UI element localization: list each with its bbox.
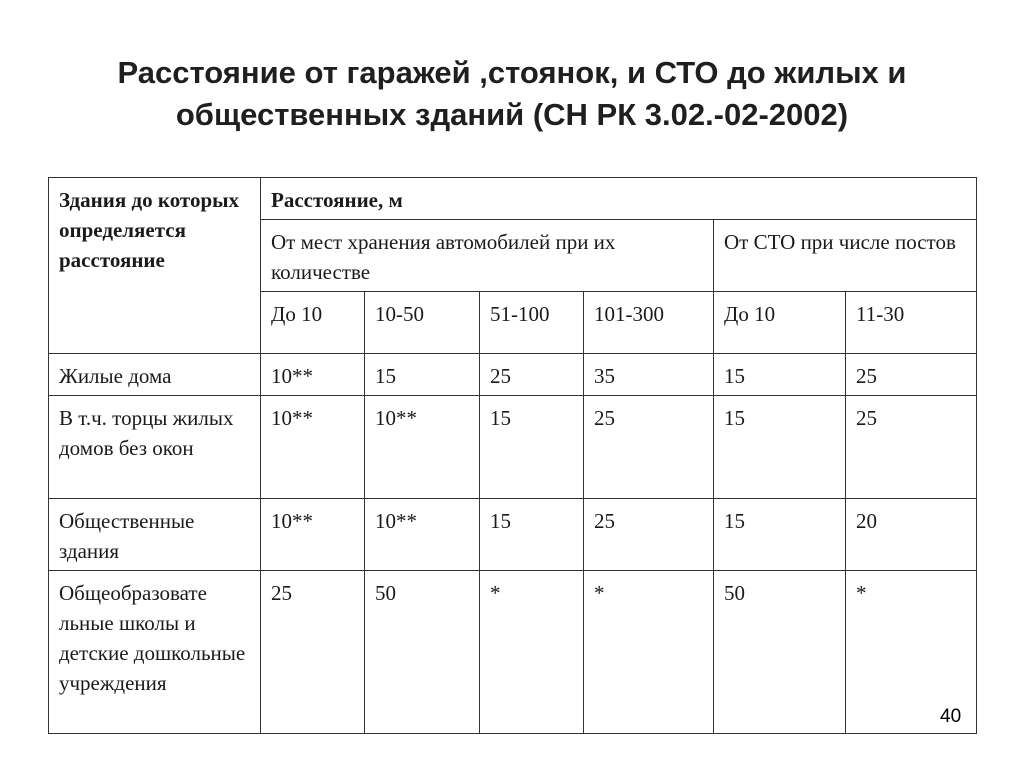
cell-value: 15 (714, 499, 846, 571)
cell-value: * (584, 571, 714, 734)
page-title (0, 52, 1024, 136)
header-range: До 10 (261, 292, 365, 354)
cell-value: 10** (261, 499, 365, 571)
table-row (49, 396, 977, 499)
cell-value: 10** (365, 396, 480, 499)
cell-value: 15 (714, 354, 846, 396)
header-range: 101-300 (584, 292, 714, 354)
header-buildings: Здания до которых определяется расстояние (49, 178, 261, 354)
header-distance: Расстояние, м (261, 178, 977, 220)
cell-value: 10** (365, 499, 480, 571)
cell-value: 20 (846, 499, 977, 571)
header-service: От СТО при числе постов (714, 220, 977, 292)
cell-value: 50 (714, 571, 846, 734)
row-label: В т.ч. торцы жилых домов без окон (49, 396, 261, 499)
cell-value: 10** (261, 354, 365, 396)
header-range: 51-100 (480, 292, 584, 354)
cell-value: 25 (846, 396, 977, 499)
cell-value: * (480, 571, 584, 734)
row-label: Жилые дома (49, 354, 261, 396)
cell-value: 25 (584, 396, 714, 499)
table-row (49, 354, 977, 396)
cell-value: 25 (480, 354, 584, 396)
header-storage: От мест хранения автомобилей при их количестве (261, 220, 714, 292)
cell-value: 25 (846, 354, 977, 396)
cell-value: 35 (584, 354, 714, 396)
cell-value: 15 (480, 396, 584, 499)
cell-value: 50 (365, 571, 480, 734)
cell-value: * (846, 571, 977, 734)
cell-value: 25 (584, 499, 714, 571)
page-title-line-2: общественных зданий (СН РК 3.02.-02-2002) (175, 97, 849, 132)
page-title-line-1: Расстояние от гаражей ,стоянок, и СТО до жилых и (117, 55, 907, 90)
header-range: 10-50 (365, 292, 480, 354)
table-row (49, 499, 977, 571)
cell-value: 15 (365, 354, 480, 396)
table-row (49, 571, 977, 734)
row-label: Общеобразовате льные школы и детские дошкольные учреждения (49, 571, 261, 734)
cell-value: 25 (261, 571, 365, 734)
distance-table (48, 177, 977, 734)
row-label: Общественные здания (49, 499, 261, 571)
table-header-row (49, 178, 977, 220)
header-range: До 10 (714, 292, 846, 354)
page-number: 40 (940, 706, 962, 727)
header-range: 11-30 (846, 292, 977, 354)
cell-value: 10** (261, 396, 365, 499)
cell-value: 15 (480, 499, 584, 571)
cell-value: 15 (714, 396, 846, 499)
